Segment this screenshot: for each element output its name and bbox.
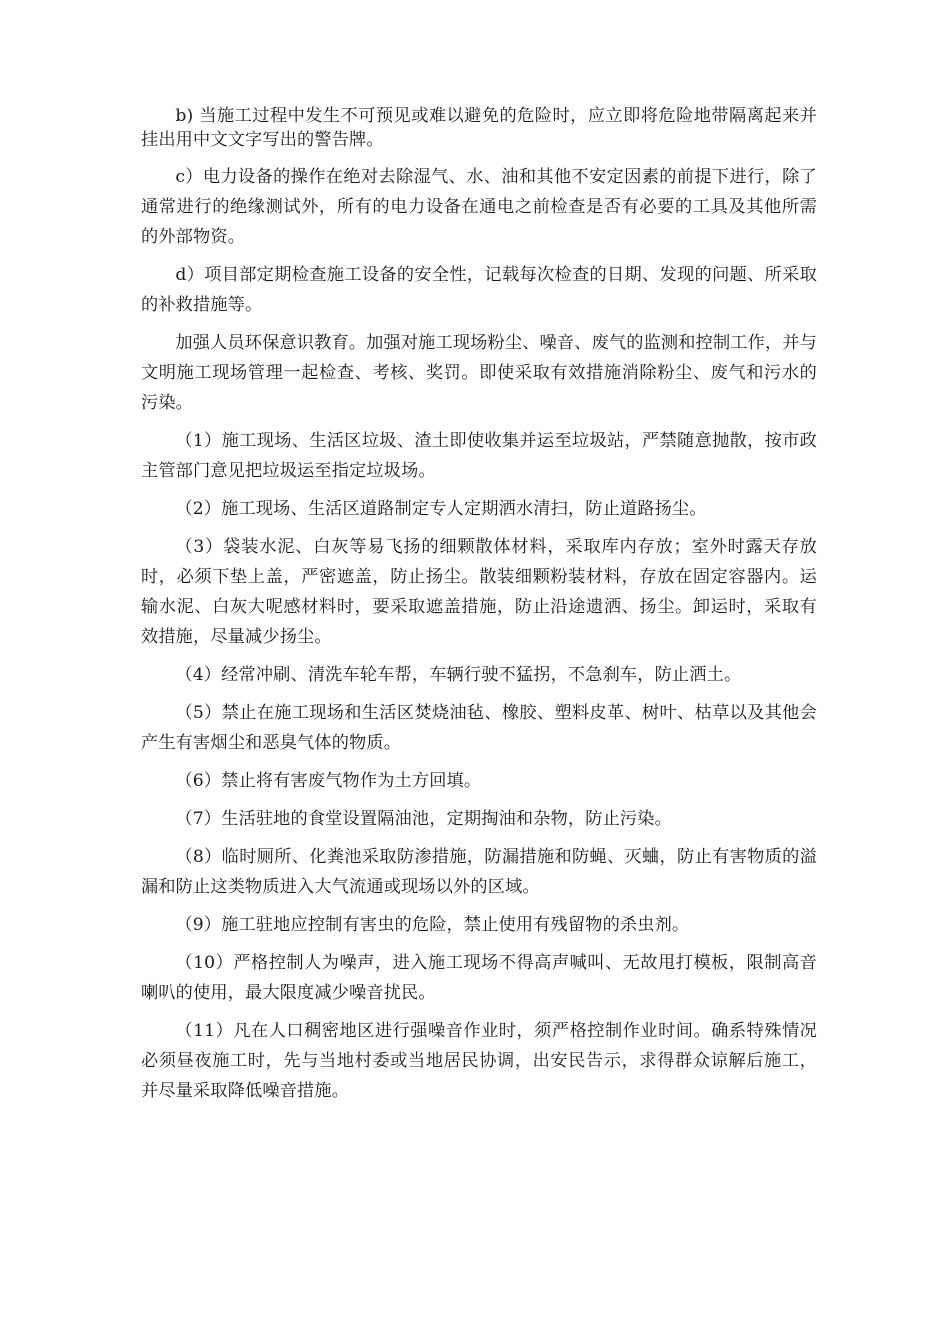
paragraph-item-10: （10）严格控制人为噪声，进入施工现场不得高声喊叫、无故甩打模板，限制高音喇叭的使用，最大限度减少噪音扰民。: [141, 953, 817, 1003]
paragraph-item-6: （6）禁止将有害废气物作为土方回填。: [175, 771, 482, 791]
paragraph-item-7: （7）生活驻地的食堂设置隔油池，定期掏油和杂物，防止污染。: [175, 809, 672, 829]
paragraph-item-5: （5）禁止在施工现场和生活区焚烧油毡、橡胶、塑料皮革、树叶、枯草以及其他会产生有害烟尘和恶臭气体的物质。: [141, 703, 817, 753]
paragraph-item-3: （3）袋装水泥、白灰等易飞扬的细颗散体材料，采取库内存放；室外时露天存放时，必须下垫上盖，严密遮盖，防止扬尘。散装细颗粉装材料，存放在固定容器内。运输水泥、白灰大呢感材料时，要采取遮盖措施，防止沿途遗洒、扬尘。卸运时，采取有效措施，尽量减少扬尘。: [141, 537, 817, 647]
paragraph-c: c）电力设备的操作在绝对去除湿气、水、油和其他不安定因素的前提下进行，除了通常进行的绝缘测试外，所有的电力设备在通电之前检查是否有必要的工具及其他所需的外部物资。: [141, 167, 817, 247]
paragraph-item-8: （8）临时厕所、化粪池采取防渗措施，防漏措施和防蝇、灭蛐，防止有害物质的溢漏和防止这类物质进入大气流通或现场以外的区域。: [141, 847, 817, 897]
paragraph-item-9: （9）施工驻地应控制有害虫的危险，禁止使用有残留物的杀虫剂。: [175, 915, 690, 935]
paragraph-item-11: （11）凡在人口稠密地区进行强噪音作业时，须严格控制作业时间。确系特殊情况必须昼夜施工时，先与当地村委或当地居民协调，出安民告示，求得群众谅解后施工，并尽量采取降低噪音措施。: [141, 1021, 817, 1101]
paragraph-b: b) 当施工过程中发生不可预见或难以避免的危险时，应立即将危险地带隔离起来并挂出用中文文字写出的警告牌。: [141, 106, 817, 150]
paragraph-env-education: 加强人员环保意识教育。加强对施工现场粉尘、噪音、废气的监测和控制工作，并与文明施工现场管理一起检查、考核、奖罚。即使采取有效措施消除粉尘、废气和污水的污染。: [141, 333, 817, 413]
document-body: [141, 104, 817, 1114]
paragraph-item-1: （1）施工现场、生活区垃圾、渣土即使收集并运至垃圾站，严禁随意抛散，按市政主管部门意见把垃圾运至指定垃圾场。: [141, 431, 817, 481]
paragraph-d: d）项目部定期检查施工设备的安全性，记载每次检查的日期、发现的问题、所采取的补救措施等。: [141, 265, 817, 315]
paragraph-item-2: （2）施工现场、生活区道路制定专人定期洒水清扫，防止道路扬尘。: [175, 499, 707, 519]
paragraph-item-4: （4）经常冲刷、清洗车轮车帮，车辆行驶不猛拐，不急刹车，防止洒土。: [175, 665, 742, 685]
